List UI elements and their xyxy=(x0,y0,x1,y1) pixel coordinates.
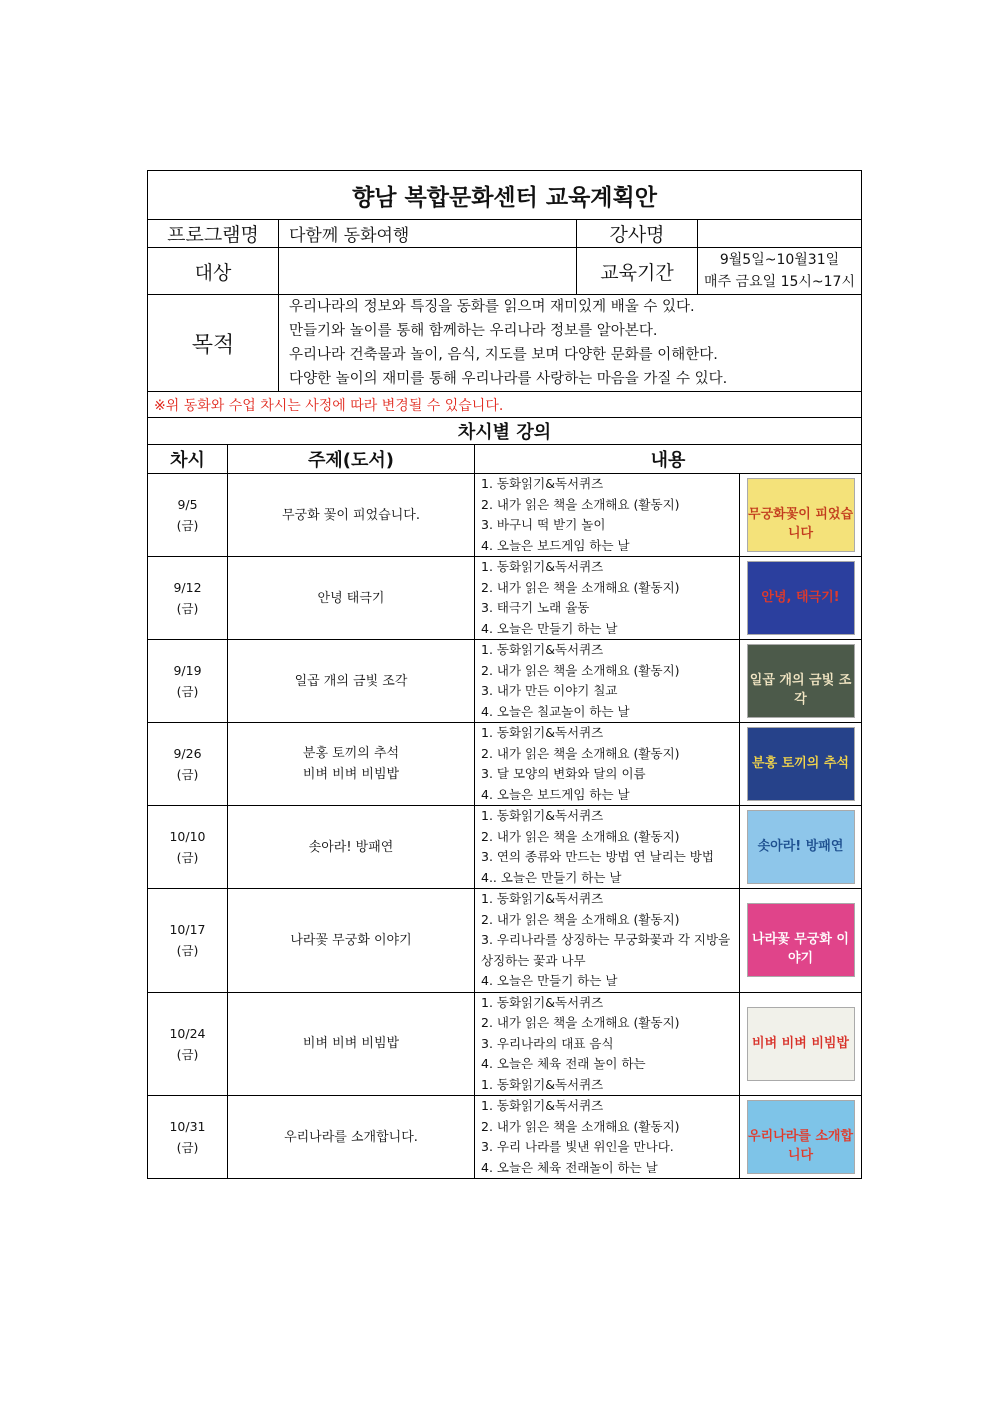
session-day: (금) xyxy=(176,601,199,616)
session-row xyxy=(148,640,862,723)
session-date-cell xyxy=(148,889,228,993)
session-date: 9/19 xyxy=(173,663,202,678)
session-day: (금) xyxy=(176,1140,199,1155)
content-item: 2. 내가 읽은 책을 소개해요 (활동지) xyxy=(481,1118,680,1134)
session-topic: 나라꽃 무궁화 이야기 xyxy=(290,932,412,948)
book-cover-image xyxy=(747,561,855,635)
content-item: 3. 우리나라를 상징하는 무궁화꽃과 각 지방을 xyxy=(481,932,731,947)
session-date-cell xyxy=(148,640,228,723)
content-item: 1. 동화읽기&독서퀴즈 xyxy=(481,725,604,740)
session-topic: 안녕 태극기 xyxy=(317,590,385,606)
session-content-cell xyxy=(475,723,740,806)
column-header-session: 차시 xyxy=(148,445,228,474)
book-cover-title: 분홍 토끼의 추석 xyxy=(752,756,849,771)
book-cover-image xyxy=(747,644,855,718)
session-topic-cell xyxy=(228,1096,475,1179)
session-topic: 비벼 비벼 비빔밥 xyxy=(302,1036,400,1052)
education-plan-table xyxy=(147,170,862,1179)
book-cover-cell xyxy=(740,474,862,557)
session-row xyxy=(148,806,862,889)
period-schedule: 매주 금요일 15시~17시 xyxy=(704,274,855,290)
session-row xyxy=(148,1096,862,1179)
session-row xyxy=(148,557,862,640)
session-date: 10/24 xyxy=(169,1025,206,1041)
session-day: (금) xyxy=(176,767,199,782)
content-item: 3. 태극기 노래 율동 xyxy=(481,600,590,615)
instructor-value xyxy=(698,220,862,248)
content-item: 4.. 오늘은 만들기 하는 날 xyxy=(481,869,622,885)
purpose-text xyxy=(279,295,862,392)
session-topic: 분홍 토끼의 추석 xyxy=(302,746,400,761)
session-date: 10/10 xyxy=(169,829,206,844)
content-item: 4. 오늘은 만들기 하는 날 xyxy=(481,973,618,988)
book-cover-title: 우리나라를 소개합니다 xyxy=(748,1129,854,1163)
period-value xyxy=(698,248,862,295)
content-item: 1. 동화읽기&독서퀴즈 xyxy=(481,559,604,574)
book-cover-image xyxy=(747,727,855,801)
session-date: 9/12 xyxy=(173,580,202,595)
book-cover-cell xyxy=(740,889,862,993)
book-cover-image xyxy=(747,478,855,552)
session-topic-cell xyxy=(228,723,475,806)
column-header-topic: 주제(도서) xyxy=(228,445,475,474)
book-cover-cell xyxy=(740,557,862,640)
target-value xyxy=(279,248,577,295)
content-item: 2. 내가 읽은 책을 소개해요 (활동지) xyxy=(481,828,680,844)
session-day: (금) xyxy=(176,943,199,959)
book-cover-cell xyxy=(740,640,862,723)
content-item: 1. 동화읽기&독서퀴즈 xyxy=(481,1098,604,1113)
content-item: 1. 동화읽기&독서퀴즈 xyxy=(481,476,604,491)
period-label: 교육기간 xyxy=(577,248,698,295)
column-header-content: 내용 xyxy=(475,445,862,474)
content-item: 4. 오늘은 체육 전래놀이 하는 날 xyxy=(481,1159,658,1175)
session-content-cell xyxy=(475,806,740,889)
session-date-cell xyxy=(148,806,228,889)
content-item: 3. 내가 만든 이야기 칠교 xyxy=(481,683,618,698)
purpose-line: 만들기와 놀이를 통해 함께하는 우리나라 정보를 알아본다. xyxy=(289,323,658,339)
content-item: 2. 내가 읽은 책을 소개해요 (활동지) xyxy=(481,496,680,512)
document-title: 향남 복합문화센터 교육계획안 xyxy=(148,171,862,220)
book-cover-cell xyxy=(740,1096,862,1179)
content-item: 1. 동화읽기&독서퀴즈 xyxy=(481,642,604,657)
instructor-label: 강사명 xyxy=(577,220,698,248)
change-notice: ※위 동화와 수업 차시는 사정에 따라 변경될 수 있습니다. xyxy=(148,392,862,418)
purpose-line: 다양한 놀이의 재미를 통해 우리나라를 사랑하는 마음을 가질 수 있다. xyxy=(289,371,728,387)
session-topic-cell xyxy=(228,889,475,993)
session-topic-cell xyxy=(228,806,475,889)
content-item: 2. 내가 읽은 책을 소개해요 (활동지) xyxy=(481,745,680,761)
session-date: 9/26 xyxy=(173,746,202,761)
session-day: (금) xyxy=(176,850,199,865)
content-item: 2. 내가 읽은 책을 소개해요 (활동지) xyxy=(481,1015,680,1030)
book-cover-title: 안녕, 태극기! xyxy=(761,590,840,605)
program-label: 프로그램명 xyxy=(148,220,279,248)
session-date-cell xyxy=(148,474,228,557)
book-cover-title: 무궁화꽃이 피었습니다 xyxy=(748,507,854,541)
book-cover-image xyxy=(747,810,855,884)
session-content-cell xyxy=(475,992,740,1096)
content-item: 4. 오늘은 만들기 하는 날 xyxy=(481,620,618,636)
purpose-line: 우리나라의 정보와 특징을 동화를 읽으며 재미있게 배울 수 있다. xyxy=(289,299,695,315)
target-label: 대상 xyxy=(148,248,279,295)
book-cover-title: 솟아라! 방패연 xyxy=(757,839,844,854)
session-content-cell xyxy=(475,557,740,640)
session-topic: 무궁화 꽃이 피었습니다. xyxy=(282,507,420,523)
purpose-line: 우리나라 건축물과 놀이, 음식, 지도를 보며 다양한 문화를 이해한다. xyxy=(289,347,718,363)
session-row xyxy=(148,992,862,1096)
session-topic: 솟아라! 방패연 xyxy=(308,839,394,855)
session-date: 9/5 xyxy=(177,497,198,512)
content-item: 1. 동화읽기&독서퀴즈 xyxy=(481,1076,604,1092)
session-row xyxy=(148,474,862,557)
book-cover-image xyxy=(747,903,855,977)
session-content-cell xyxy=(475,474,740,557)
session-topic: 비벼 비벼 비빔밥 xyxy=(302,767,400,782)
book-cover-cell xyxy=(740,806,862,889)
session-day: (금) xyxy=(176,1046,199,1062)
session-day: (금) xyxy=(176,684,199,699)
purpose-label: 목적 xyxy=(148,295,279,392)
session-row xyxy=(148,723,862,806)
book-cover-image xyxy=(747,1100,855,1174)
session-content-cell xyxy=(475,889,740,993)
content-item: 1. 동화읽기&독서퀴즈 xyxy=(481,891,604,906)
book-cover-image xyxy=(747,1007,855,1081)
book-cover-title: 일곱 개의 금빛 조각 xyxy=(749,673,852,707)
session-topic-cell xyxy=(228,640,475,723)
session-content-cell xyxy=(475,1096,740,1179)
book-cover-title: 비벼 비벼 비빔밥 xyxy=(752,1035,849,1051)
session-date-cell xyxy=(148,992,228,1096)
content-item: 1. 동화읽기&독서퀴즈 xyxy=(481,808,604,823)
content-item: 3. 연의 종류와 만드는 방법 연 날리는 방법 xyxy=(481,849,714,864)
session-row xyxy=(148,889,862,993)
content-item: 4. 오늘은 체육 전래 놀이 하는 xyxy=(481,1056,646,1071)
session-date-cell xyxy=(148,1096,228,1179)
content-item: 1. 동화읽기&독서퀴즈 xyxy=(481,994,604,1010)
content-item: 3. 바구니 떡 받기 놀이 xyxy=(481,517,606,532)
content-item: 4. 오늘은 보드게임 하는 날 xyxy=(481,537,630,553)
program-value: 다함께 동화여행 xyxy=(279,220,577,248)
book-cover-title: 나라꽃 무궁화 이야기 xyxy=(752,932,849,967)
content-item: 3. 우리 나라를 빛낸 위인을 만나다. xyxy=(481,1139,674,1154)
book-cover-cell xyxy=(740,723,862,806)
period-dates: 9월5일~10월31일 xyxy=(719,252,840,268)
session-topic: 일곱 개의 금빛 조각 xyxy=(294,673,408,689)
content-item: 4. 오늘은 칠교놀이 하는 날 xyxy=(481,703,630,719)
session-topic-cell xyxy=(228,557,475,640)
content-item: 2. 내가 읽은 책을 소개해요 (활동지) xyxy=(481,911,680,927)
content-item: 2. 내가 읽은 책을 소개해요 (활동지) xyxy=(481,579,680,595)
section-title: 차시별 강의 xyxy=(148,418,862,445)
session-date-cell xyxy=(148,723,228,806)
content-item: 3. 우리나라의 대표 음식 xyxy=(481,1035,614,1051)
session-date: 10/17 xyxy=(169,922,206,938)
session-content-cell xyxy=(475,640,740,723)
session-date: 10/31 xyxy=(169,1119,206,1134)
session-date-cell xyxy=(148,557,228,640)
content-item: 상징하는 꽃과 나무 xyxy=(481,952,586,968)
session-day: (금) xyxy=(176,518,199,533)
book-cover-cell xyxy=(740,992,862,1096)
session-topic: 우리나라를 소개합니다. xyxy=(284,1129,418,1145)
content-item: 2. 내가 읽은 책을 소개해요 (활동지) xyxy=(481,662,680,678)
content-item: 3. 달 모양의 변화와 달의 이름 xyxy=(481,766,646,781)
session-topic-cell xyxy=(228,474,475,557)
session-topic-cell xyxy=(228,992,475,1096)
content-item: 4. 오늘은 보드게임 하는 날 xyxy=(481,786,630,802)
